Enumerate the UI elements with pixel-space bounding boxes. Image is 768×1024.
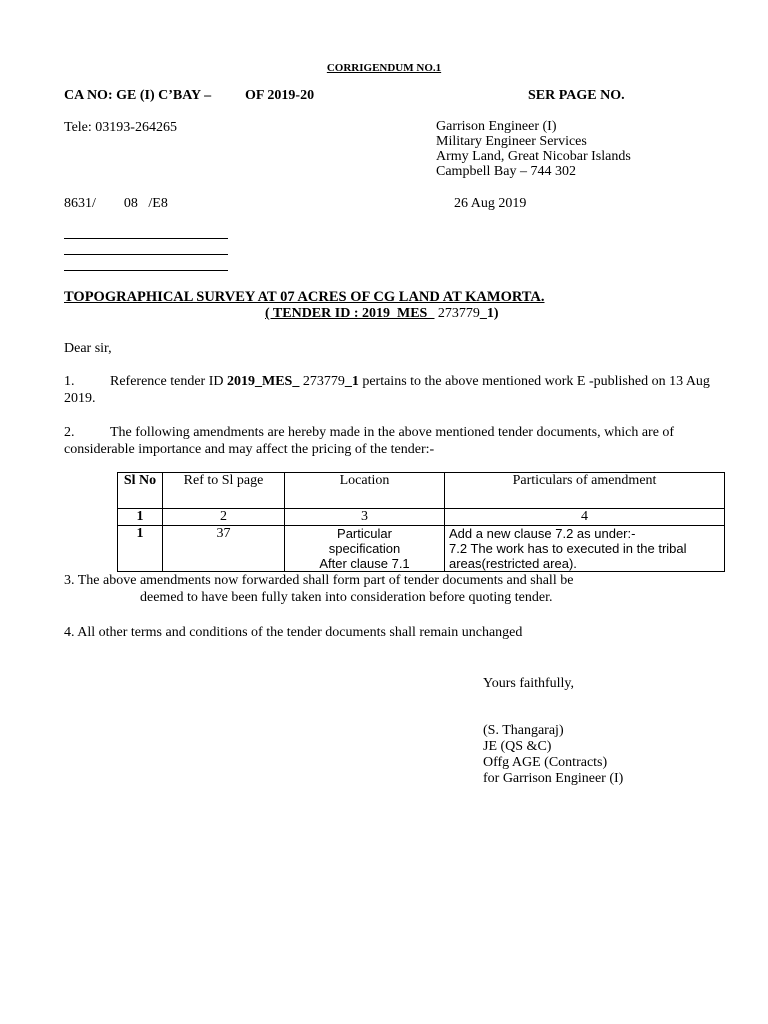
column-number: 3	[285, 509, 445, 526]
letter-date: 26 Aug 2019	[454, 196, 527, 211]
addressee-blank-line	[64, 270, 228, 271]
signatory-office: Offg AGE (Contracts)	[483, 755, 608, 770]
paragraph-1: 1. Reference tender ID 2019_MES_ 273779_1 pertains to the above mentioned work E -published on 13 Aug 2019.	[64, 374, 710, 406]
address-line: Army Land, Great Nicobar Islands	[436, 149, 631, 164]
closing: Yours faithfully,	[483, 676, 575, 691]
column-number: 2	[163, 509, 285, 526]
ca-year: OF 2019-20	[245, 88, 315, 103]
header-ref-page: Ref to Sl page	[163, 473, 285, 509]
column-number: 4	[445, 509, 725, 526]
salutation: Dear sir,	[64, 341, 112, 356]
table-number-row	[118, 509, 725, 526]
signatory-designation: JE (QS &C)	[483, 739, 552, 754]
reference-number: 8631/ 08 /E8	[64, 196, 168, 211]
para-number: 1.	[64, 374, 75, 389]
amendment-table	[117, 472, 725, 572]
address-line: Garrison Engineer (I)	[436, 119, 557, 134]
address-line: Military Engineer Services	[436, 134, 587, 149]
cell-page: 37	[163, 526, 285, 572]
table-row	[118, 526, 725, 572]
header-sl-no: Sl No	[118, 473, 163, 509]
signatory-behalf: for Garrison Engineer (I)	[483, 771, 624, 786]
ca-number: CA NO: GE (I) C’BAY –	[64, 88, 212, 103]
column-number: 1	[118, 509, 163, 526]
cell-location: Particular specification After clause 7.1	[285, 526, 445, 572]
ser-page-label: SER PAGE NO.	[528, 88, 625, 103]
telephone: Tele: 03193-264265	[64, 120, 177, 135]
addressee-blank-line	[64, 238, 228, 239]
paragraph-4: 4. All other terms and conditions of the tender documents shall remain unchanged	[64, 625, 523, 640]
para-number: 2.	[64, 425, 75, 440]
signatory-name: (S. Thangaraj)	[483, 723, 564, 738]
header-particulars: Particulars of amendment	[445, 473, 725, 509]
document-title: CORRIGENDUM NO.1	[326, 62, 442, 74]
signature-block	[483, 723, 623, 787]
subject-heading: TOPOGRAPHICAL SURVEY AT 07 ACRES OF CG LAND AT KAMORTA.	[64, 289, 545, 305]
tender-id-line	[265, 305, 498, 322]
tender-id-suffix: _1)	[479, 306, 499, 321]
tender-id-prefix: ( TENDER ID : 2019_MES_	[265, 306, 435, 321]
address-line: Campbell Bay – 744 302	[436, 164, 576, 179]
addressee-blank-line	[64, 254, 228, 255]
paragraph-2: 2. The following amendments are hereby made in the above mentioned tender documents, which are of considerable importance and may affect the pricing of the tender:-	[64, 425, 675, 457]
sender-address	[436, 119, 631, 179]
paragraph-3-line-1: 3. The above amendments now forwarded shall form part of tender documents and shall be	[64, 573, 574, 588]
header-location: Location	[285, 473, 445, 509]
cell-amendment: Add a new clause 7.2 as under:- 7.2 The work has to executed in the tribal areas(restricted area).	[445, 526, 725, 572]
cell-sl: 1	[118, 526, 163, 572]
tender-id-number: 273779	[434, 306, 480, 321]
table-header-row	[118, 473, 725, 509]
paragraph-3-line-2: deemed to have been fully taken into consideration before quoting tender.	[140, 590, 553, 605]
